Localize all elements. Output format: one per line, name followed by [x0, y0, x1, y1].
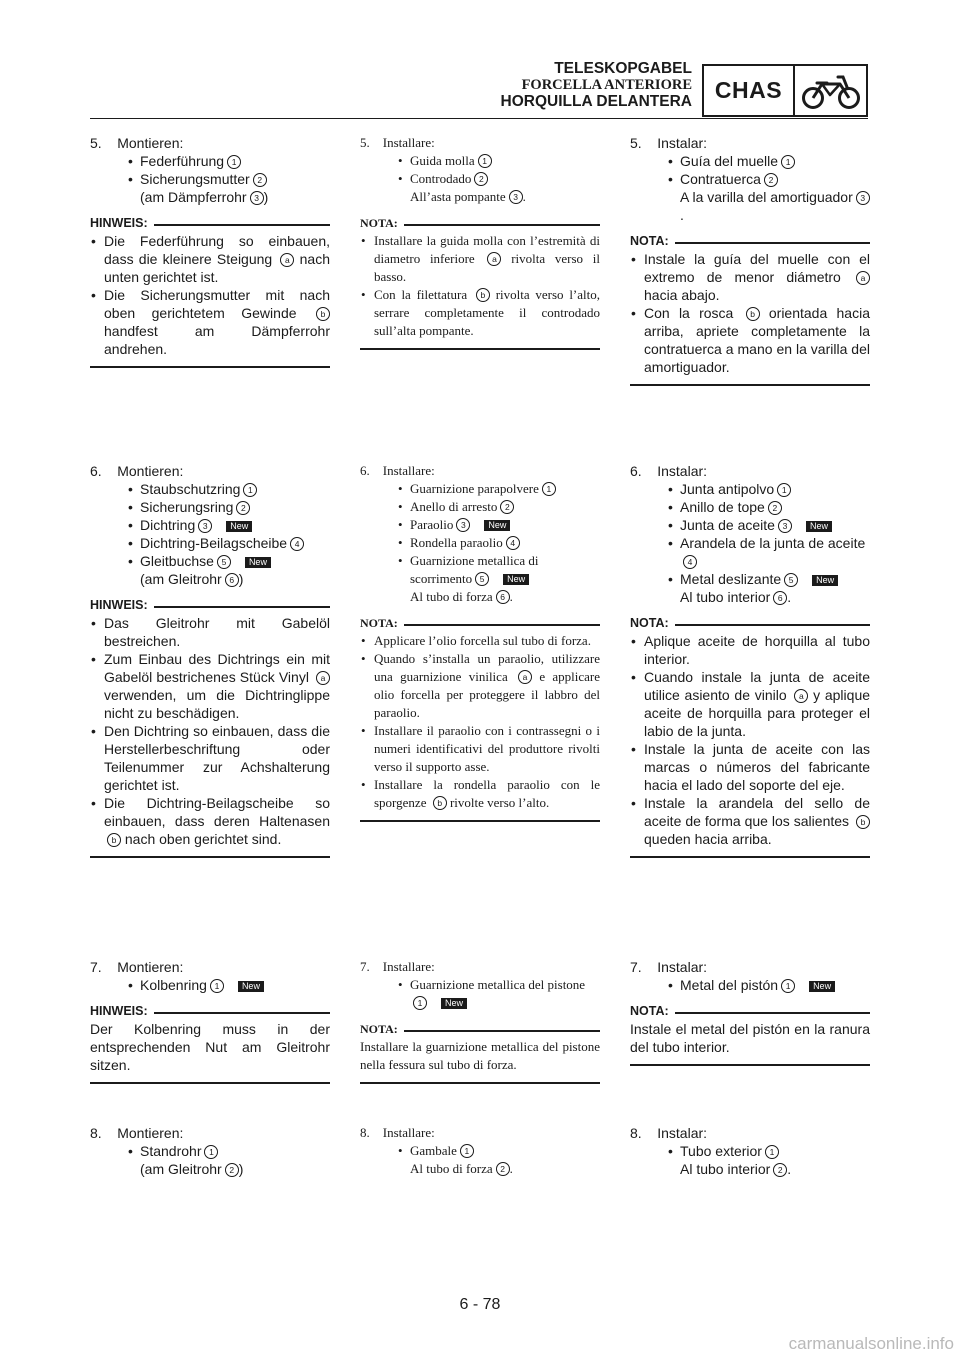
ref-marker: a [280, 253, 294, 267]
install-location [140, 188, 330, 206]
note-text: Instale la junta de aceite con las marcas o números del fabricante hacia el lado del soporte del eje. [644, 741, 870, 793]
note-item [360, 632, 600, 650]
note-end-rule [360, 820, 600, 822]
note-rule [154, 606, 330, 608]
note-item [360, 232, 600, 286]
note-text: Applicare l’olio forcella sul tubo di forza. [374, 633, 591, 648]
note-item [630, 668, 870, 740]
note-rule [404, 624, 600, 626]
location-suffix: . [680, 207, 684, 223]
step-6-it [360, 462, 600, 822]
note-rule [675, 242, 870, 244]
note-label: HINWEIS: [90, 598, 148, 612]
new-part-badge: New [238, 981, 264, 992]
note-text: Die Sicherungsmutter mit nach oben gerichtetem Gewinde [104, 287, 330, 321]
note-text: Installare la guida molla con l’estremità di diametro inferiore [374, 233, 600, 266]
location-suffix: . [509, 589, 513, 604]
note-text: Zum Einbau des Dichtrings ein mit Gabelöl bestrichenes Stück Vinyl [104, 651, 330, 685]
ref-marker: 3 [778, 519, 792, 533]
note-rule [404, 224, 600, 226]
ref-marker: 2 [474, 172, 488, 186]
part-name: Guía del muelle [680, 153, 779, 169]
part-item [398, 976, 600, 1012]
new-part-badge: New [441, 998, 467, 1009]
ref-marker: 2 [764, 173, 778, 187]
ref-marker: 3 [456, 518, 470, 532]
ref-marker: 2 [500, 500, 514, 514]
ref-marker: 1 [210, 979, 224, 993]
note-end-rule [360, 1082, 600, 1084]
part-item [668, 480, 870, 498]
note-text-end: verwenden, um die Dichtringlippe nicht zu beschädigen. [104, 687, 330, 721]
part-item [398, 170, 600, 188]
install-location [410, 1160, 600, 1178]
step-8-it [360, 1124, 600, 1178]
part-item [668, 534, 870, 570]
step-heading: 6. Instalar: [630, 463, 708, 479]
note-text-end: queden hacia arriba. [644, 831, 772, 847]
note-header [90, 214, 330, 232]
note-text-end: rivolta verso il basso. [374, 251, 601, 284]
ref-marker: 1 [777, 483, 791, 497]
step-heading: 5. Instalar: [630, 135, 708, 151]
note-label: NOTA: [630, 616, 669, 630]
ref-marker: 3 [856, 191, 870, 205]
note-text: Instale la guía del muelle con el extremo de menor diámetro [644, 251, 870, 285]
chapter-badge [702, 64, 868, 117]
step-heading: 8. Montieren: [90, 1125, 184, 1141]
location-text: Al tubo interior [680, 589, 771, 605]
part-name: Metal deslizante [680, 571, 782, 587]
step-8-es [630, 1124, 870, 1178]
location-text: (am Dämpferrohr [140, 189, 247, 205]
ref-marker: 1 [227, 155, 241, 169]
part-name: Junta antipolvo [680, 481, 775, 497]
part-item [398, 552, 600, 588]
ref-marker: 1 [781, 155, 795, 169]
note-text: Installare la rondella paraolio con le sporgenze [374, 777, 600, 810]
install-location [680, 588, 870, 606]
note-end-rule [630, 1064, 870, 1066]
ref-marker: 3 [198, 519, 212, 533]
part-name: Guarnizione parapolvere [410, 481, 539, 496]
location-text: (am Gleitrohr [140, 1161, 222, 1177]
part-name: Federführung [140, 153, 225, 169]
step-7-de [90, 958, 330, 1084]
note-end-rule [630, 856, 870, 858]
install-location [140, 1160, 330, 1178]
step-heading: 7. Installare: [360, 959, 435, 974]
ref-marker: 1 [781, 979, 795, 993]
note-rule [404, 1030, 600, 1032]
install-location [680, 188, 870, 224]
ref-marker: b [856, 815, 870, 829]
location-text: Al tubo di forza [410, 1161, 493, 1176]
install-location [680, 1160, 870, 1178]
note-item [630, 740, 870, 794]
step-5-it [360, 134, 600, 350]
note-item [90, 650, 330, 722]
part-item [128, 498, 330, 516]
motorcycle-icon [795, 66, 866, 115]
part-name: Anillo de tope [680, 499, 765, 515]
part-name: Sicherungsring [140, 499, 234, 515]
note-text-end: rivolta verso l’alto, serrare completamente il controdado sull’alta pompante. [374, 287, 601, 338]
note-rule [675, 1012, 870, 1014]
new-part-badge: New [806, 521, 832, 532]
part-name: Guarnizione metallica del pistone [410, 977, 586, 992]
note-text: Installare la guarnizione metallica del pistone nella fessura sul tubo di forza. [360, 1039, 600, 1072]
step-heading: 6. Montieren: [90, 463, 184, 479]
note-end-rule [360, 348, 600, 350]
ref-marker: 1 [413, 996, 427, 1010]
note-item [90, 232, 330, 286]
note-text-end: rivolte verso l’alto. [449, 795, 550, 810]
note-text-end: nach unten gerichtet ist. [104, 251, 330, 285]
note-end-rule [630, 384, 870, 386]
watermark: carmanualsonline.info [788, 1334, 954, 1353]
ref-marker: b [107, 833, 121, 847]
ref-marker: 1 [243, 483, 257, 497]
ref-marker: 1 [542, 482, 556, 496]
note-header [90, 596, 330, 614]
note-text-end: orientada hacia arriba, apriete completamente la contratuerca a mano en la varilla del amortiguador. [644, 305, 870, 375]
note-item [90, 286, 330, 358]
part-item [128, 170, 330, 188]
note-text-end: handfest am Dämpferrohr andrehen. [104, 323, 330, 357]
step-heading: 8. Instalar: [630, 1125, 708, 1141]
note-label: NOTA: [630, 234, 669, 248]
note-text: Instale la arandela del sello de aceite de forma que los salientes [644, 795, 870, 829]
part-item [398, 534, 600, 552]
part-item [668, 570, 870, 588]
part-item [398, 152, 600, 170]
note-label: NOTA: [360, 616, 398, 630]
location-text: Al tubo di forza [410, 589, 493, 604]
section-titles [501, 60, 692, 110]
title-spanish: HORQUILLA DELANTERA [500, 93, 692, 110]
location-text: All’asta pompante [410, 189, 506, 204]
ref-marker: 2 [496, 1162, 510, 1176]
part-name: Dichtring [140, 517, 196, 533]
ref-marker: 2 [768, 501, 782, 515]
ref-marker: b [476, 288, 490, 302]
note-text: Con la filettatura [374, 287, 468, 302]
location-text: (am Gleitrohr [140, 571, 222, 587]
note-rule [154, 1012, 330, 1014]
note-item [630, 632, 870, 668]
ref-marker: 6 [225, 573, 239, 587]
location-suffix: . [522, 189, 526, 204]
note-end-rule [90, 366, 330, 368]
ref-marker: 1 [765, 1145, 779, 1159]
ref-marker: a [856, 271, 870, 285]
chapter-label: CHAS [704, 66, 795, 115]
note-header [360, 214, 600, 232]
part-item [128, 552, 330, 570]
note-label: HINWEIS: [90, 216, 148, 230]
note-item [630, 304, 870, 376]
location-suffix: . [787, 589, 792, 605]
note-text: Die Federführung so einbauen, dass die kleinere Steigung [104, 233, 330, 267]
ref-marker: a [316, 671, 330, 685]
note-end-rule [90, 1082, 330, 1084]
new-part-badge: New [812, 575, 838, 586]
note-text-end: e applicare olio forcella per proteggere il labbro del paraolio. [374, 669, 601, 720]
part-name: Gambale [410, 1143, 457, 1158]
part-item [398, 516, 600, 534]
note-text: Installare il paraolio con i contrassegni o i numeri identificativi del produttore rivolti verso il supporto asse. [374, 723, 600, 774]
page-number: 6 - 78 [459, 1296, 501, 1313]
location-text: Al tubo interior [680, 1161, 771, 1177]
note-text: Quando s’installa un paraolio, utilizzare una guarnizione vinilica [374, 651, 600, 684]
note-header [630, 614, 870, 632]
part-name: Paraolio [410, 517, 454, 532]
ref-marker: 3 [250, 191, 264, 205]
ref-marker: 2 [236, 501, 250, 515]
title-italian: FORCELLA ANTERIORE [521, 77, 692, 93]
note-item [360, 776, 600, 812]
note-header [630, 232, 870, 250]
location-suffix: ) [238, 571, 244, 587]
part-name: Arandela de la junta de aceite [680, 535, 866, 551]
ref-marker: 4 [506, 536, 520, 550]
part-name: Tubo exterior [680, 1143, 762, 1159]
ref-marker: 1 [204, 1145, 218, 1159]
step-heading: 6. Installare: [360, 463, 435, 478]
part-name: Anello di arresto [410, 499, 498, 514]
part-item [668, 976, 870, 994]
new-part-badge: New [226, 521, 252, 532]
location-text: A la varilla del amortiguador [680, 189, 853, 205]
step-6-es [630, 462, 870, 858]
ref-marker: 6 [773, 591, 787, 605]
part-name: Staubschutzring [140, 481, 241, 497]
location-suffix: ) [263, 189, 269, 205]
ref-marker: 1 [460, 1144, 474, 1158]
part-name: Contratuerca [680, 171, 761, 187]
part-item [668, 152, 870, 170]
title-german: TELESKOPGABEL [554, 60, 692, 77]
ref-marker: 6 [496, 590, 510, 604]
note-item [90, 722, 330, 794]
step-6-de [90, 462, 330, 858]
note-item [90, 614, 330, 650]
ref-marker: 3 [509, 190, 523, 204]
part-name: Gleitbuchse [140, 553, 214, 569]
note-rule [675, 624, 870, 626]
step-7-it [360, 958, 600, 1084]
ref-marker: 4 [290, 537, 304, 551]
step-5-es [630, 134, 870, 386]
new-part-badge: New [809, 981, 835, 992]
note-item [90, 794, 330, 848]
note-text: Con la rosca [644, 305, 734, 321]
note-text: Aplique aceite de horquilla al tubo interior. [644, 633, 870, 667]
step-5-de [90, 134, 330, 368]
part-name: Sicherungsmutter [140, 171, 250, 187]
part-item [128, 516, 330, 534]
note-text: Das Gleitrohr mit Gabelöl bestreichen. [104, 615, 330, 649]
ref-marker: 5 [784, 573, 798, 587]
part-item [668, 170, 870, 188]
note-text-end: nach oben gerichtet sind. [124, 831, 282, 847]
note-item [630, 794, 870, 848]
note-item [360, 722, 600, 776]
ref-marker: a [487, 252, 501, 266]
part-name: Metal del pistón [680, 977, 779, 993]
new-part-badge: New [484, 520, 510, 531]
note-text: Cuando instale la junta de aceite utilice asiento de vinilo [644, 669, 870, 703]
note-end-rule [90, 856, 330, 858]
part-item [128, 1142, 330, 1160]
part-item [668, 516, 870, 534]
note-rule [154, 224, 330, 226]
note-label: HINWEIS: [90, 1004, 148, 1018]
part-name: Guida molla [410, 153, 475, 168]
step-heading: 8. Installare: [360, 1125, 435, 1140]
install-location [410, 188, 600, 206]
part-name: Guarnizione metallica di scorrimento [410, 553, 539, 586]
part-name: Dichtring-Beilagscheibe [140, 535, 288, 551]
part-name: Standrohr [140, 1143, 202, 1159]
part-item [398, 498, 600, 516]
part-item [668, 498, 870, 516]
new-part-badge: New [245, 557, 271, 568]
part-item [128, 480, 330, 498]
ref-marker: b [433, 796, 447, 810]
ref-marker: 2 [225, 1163, 239, 1177]
part-item [668, 1142, 870, 1160]
header-rule [90, 118, 868, 119]
note-text: Die Dichtring-Beilagscheibe so einbauen, dass deren Haltenasen [104, 795, 330, 829]
step-heading: 5. Installare: [360, 135, 435, 150]
ref-marker: b [316, 307, 330, 321]
step-heading: 5. Montieren: [90, 135, 184, 151]
note-header [360, 614, 600, 632]
note-item [630, 250, 870, 304]
step-7-es [630, 958, 870, 1066]
install-location [410, 588, 600, 606]
ref-marker: a [794, 689, 808, 703]
ref-marker: 2 [773, 1163, 787, 1177]
ref-marker: 5 [217, 555, 231, 569]
note-header [630, 1002, 870, 1020]
new-part-badge: New [503, 574, 529, 585]
install-location [140, 570, 330, 588]
note-header [360, 1020, 600, 1038]
note-label: NOTA: [630, 1004, 669, 1018]
part-name: Junta de aceite [680, 517, 775, 533]
note-item [360, 650, 600, 722]
ref-marker: 1 [478, 154, 492, 168]
note-text: Instale el metal del pistón en la ranura del tubo interior. [630, 1021, 870, 1055]
part-item [398, 480, 600, 498]
part-item [398, 1142, 600, 1160]
part-item [128, 534, 330, 552]
part-item [128, 976, 330, 994]
ref-marker: 5 [475, 572, 489, 586]
note-text: Der Kolbenring muss in der entsprechenden Nut am Gleitrohr sitzen. [90, 1021, 330, 1073]
step-8-de [90, 1124, 330, 1178]
ref-marker: 2 [253, 173, 267, 187]
part-name: Controdado [410, 171, 472, 186]
part-name: Rondella paraolio [410, 535, 503, 550]
note-text-end: y aplique aceite de horquilla para proteger el labio de la junta. [644, 687, 871, 739]
note-item [360, 286, 600, 340]
step-heading: 7. Montieren: [90, 959, 184, 975]
note-text-end: hacia abajo. [644, 287, 720, 303]
location-suffix: . [787, 1161, 792, 1177]
ref-marker: 4 [683, 555, 697, 569]
ref-marker: a [518, 670, 532, 684]
step-heading: 7. Instalar: [630, 959, 708, 975]
ref-marker: b [746, 307, 760, 321]
part-name: Kolbenring [140, 977, 207, 993]
note-label: NOTA: [360, 216, 398, 230]
part-item [128, 152, 330, 170]
note-header [90, 1002, 330, 1020]
location-suffix: ) [238, 1161, 244, 1177]
location-suffix: . [509, 1161, 513, 1176]
note-label: NOTA: [360, 1022, 398, 1036]
note-text: Den Dichtring so einbauen, dass die Herstellerbeschriftung oder Teilenummer zur Achshalterung gerichtet ist. [104, 723, 330, 793]
